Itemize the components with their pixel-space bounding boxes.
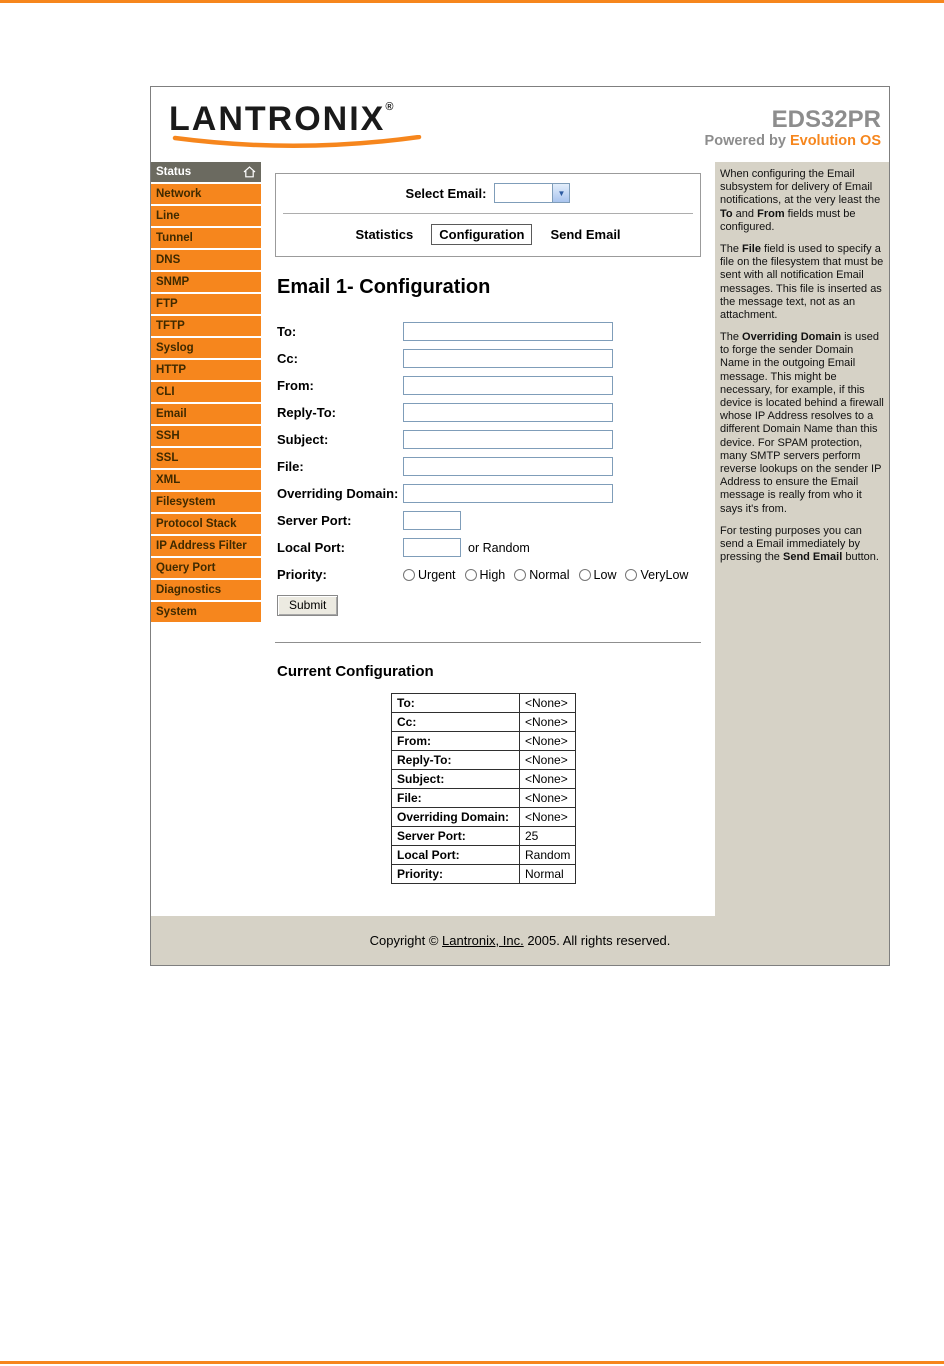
priority-low-radio[interactable] (579, 569, 591, 581)
config-row-label: To: (392, 694, 520, 713)
copyright-suffix: 2005. All rights reserved. (523, 933, 671, 948)
config-row-value: <None> (520, 694, 576, 713)
config-row-value: <None> (520, 770, 576, 789)
powered-by-prefix: Powered by (704, 132, 790, 149)
home-icon (243, 166, 256, 178)
sidebar-item-network[interactable]: Network (151, 184, 261, 204)
server-port-label: Server Port: (277, 513, 352, 528)
config-row-value: 25 (520, 827, 576, 846)
sidebar-item-tunnel[interactable]: Tunnel (151, 228, 261, 248)
config-row-label: File: (392, 789, 520, 808)
radio-label: Urgent (418, 567, 456, 582)
priority-urgent-option[interactable] (403, 568, 456, 582)
from-label: From: (277, 378, 314, 393)
sidebar-item-snmp[interactable]: SNMP (151, 272, 261, 292)
table-row (392, 732, 576, 751)
config-row-value: <None> (520, 808, 576, 827)
priority-verylow-radio[interactable] (625, 569, 637, 581)
form-row-local-port (275, 538, 701, 557)
priority-high-radio[interactable] (465, 569, 477, 581)
sidebar-item-ssl[interactable]: SSL (151, 448, 261, 468)
radio-label: Normal (529, 567, 570, 582)
sidebar-item-filesystem[interactable]: Filesystem (151, 492, 261, 512)
priority-low-option[interactable] (579, 568, 617, 582)
sidebar-item-status[interactable] (151, 162, 261, 182)
config-row-label: Subject: (392, 770, 520, 789)
logo-swoosh (171, 135, 423, 150)
table-row (392, 694, 576, 713)
copyright-prefix: Copyright © (369, 933, 443, 948)
cc-input[interactable] (403, 349, 613, 368)
config-row-value: Random (520, 846, 576, 865)
priority-normal-option[interactable] (514, 568, 569, 582)
file-input[interactable] (403, 457, 613, 476)
chevron-down-icon: ▼ (552, 184, 569, 202)
subject-input[interactable] (403, 430, 613, 449)
tab-send-email[interactable]: Send Email (550, 227, 621, 242)
page-title: Email 1- Configuration (277, 276, 491, 298)
sidebar-item-syslog[interactable]: Syslog (151, 338, 261, 358)
form-row-to (275, 322, 701, 341)
help-panel (715, 162, 889, 916)
config-row-value: <None> (520, 713, 576, 732)
priority-high-option[interactable] (465, 568, 506, 582)
table-row (392, 827, 576, 846)
config-row-label: Reply-To: (392, 751, 520, 770)
select-email-dropdown[interactable] (494, 183, 570, 203)
radio-label: Low (593, 567, 617, 582)
form-row-cc (275, 349, 701, 368)
config-row-value: <None> (520, 732, 576, 751)
sidebar (151, 162, 261, 916)
sidebar-item-query-port[interactable]: Query Port (151, 558, 261, 578)
sidebar-item-protocol-stack[interactable]: Protocol Stack (151, 514, 261, 534)
cc-label: Cc: (277, 351, 298, 366)
to-label: To: (277, 324, 297, 339)
browser-page-frame (150, 86, 890, 966)
sidebar-item-cli[interactable]: CLI (151, 382, 261, 402)
table-row (392, 846, 576, 865)
to-input[interactable] (403, 322, 613, 341)
sidebar-item-ip-address-filter[interactable]: IP Address Filter (151, 536, 261, 556)
priority-radio-group (403, 568, 697, 582)
server-port-input[interactable] (403, 511, 461, 530)
local-port-input[interactable] (403, 538, 461, 557)
registered-trademark: ® (385, 101, 394, 113)
form-row-priority (275, 565, 701, 584)
logo-text: LANTRONIX (169, 100, 386, 138)
config-row-value: <None> (520, 789, 576, 808)
sidebar-item-diagnostics[interactable]: Diagnostics (151, 580, 261, 600)
email-tabs (276, 224, 700, 245)
config-row-label: Priority: (392, 865, 520, 884)
sidebar-item-xml[interactable]: XML (151, 470, 261, 490)
priority-urgent-radio[interactable] (403, 569, 415, 581)
sidebar-item-http[interactable]: HTTP (151, 360, 261, 380)
content-row (151, 162, 889, 916)
page-bottom-rule (0, 1361, 944, 1364)
select-email-value (495, 184, 552, 202)
overriding-domain-input[interactable] (403, 484, 613, 503)
reply-to-input[interactable] (403, 403, 613, 422)
or-random-label: or Random (468, 540, 530, 555)
form-row-subject (275, 430, 701, 449)
form-row-overriding-domain (275, 484, 701, 503)
header (151, 87, 889, 162)
section-divider (275, 642, 701, 643)
form-row-file (275, 457, 701, 476)
help-paragraph: When configuring the Email subsystem for delivery of Email notifications, at the very least the To and From fields must be configured. (720, 168, 884, 233)
tab-statistics[interactable]: Statistics (355, 227, 414, 242)
local-port-label: Local Port: (277, 540, 345, 555)
submit-button[interactable]: Submit (277, 595, 338, 616)
select-email-label: Select Email: (405, 185, 487, 201)
table-row (392, 751, 576, 770)
priority-label: Priority: (277, 567, 327, 582)
config-row-label: Local Port: (392, 846, 520, 865)
tab-configuration[interactable]: Configuration (431, 224, 532, 245)
email-selector-box (275, 173, 701, 257)
reply-to-label: Reply-To: (277, 405, 336, 420)
powered-by (705, 134, 881, 150)
sidebar-item-tftp[interactable]: TFTP (151, 316, 261, 336)
table-row (392, 865, 576, 884)
product-info (705, 99, 881, 149)
config-row-label: From: (392, 732, 520, 751)
priority-verylow-option[interactable] (625, 568, 688, 582)
table-row (392, 789, 576, 808)
sidebar-item-label: Status (156, 166, 192, 178)
sidebar-item-ftp[interactable]: FTP (151, 294, 261, 314)
config-row-label: Cc: (392, 713, 520, 732)
footer (151, 916, 889, 965)
sidebar-item-dns[interactable]: DNS (151, 250, 261, 270)
main-content (261, 162, 715, 916)
from-input[interactable] (403, 376, 613, 395)
form-row-from (275, 376, 701, 395)
radio-label: High (479, 567, 506, 582)
sidebar-item-email[interactable]: Email (151, 404, 261, 424)
table-row (392, 713, 576, 732)
lantronix-link[interactable]: Lantronix, Inc. (442, 933, 524, 948)
config-row-label: Server Port: (392, 827, 520, 846)
form-row-server-port (275, 511, 701, 530)
priority-normal-radio[interactable] (514, 569, 526, 581)
page-top-rule (0, 0, 944, 3)
radio-label: VeryLow (640, 567, 689, 582)
sidebar-item-ssh[interactable]: SSH (151, 426, 261, 446)
config-row-value: <None> (520, 751, 576, 770)
form-row-reply-to (275, 403, 701, 422)
overriding-domain-label: Overriding Domain: (277, 486, 399, 501)
help-paragraph: For testing purposes you can send a Email immediately by pressing the Send Email button. (720, 524, 879, 564)
lantronix-logo (169, 100, 393, 149)
table-row (392, 770, 576, 789)
current-config-table (391, 693, 576, 884)
config-row-value: Normal (520, 865, 576, 884)
config-row-label: Overriding Domain: (392, 808, 520, 827)
select-email-row (276, 183, 700, 203)
sidebar-item-system[interactable]: System (151, 602, 261, 622)
table-row (392, 808, 576, 827)
file-label: File: (277, 459, 304, 474)
subject-label: Subject: (277, 432, 329, 447)
help-paragraph: The File field is used to specify a file on the filesystem that must be sent with all notification Email messages. This file is inserted as the message text, not as an attachment. (720, 242, 887, 321)
sidebar-item-line[interactable]: Line (151, 206, 261, 226)
product-name: EDS32PR (771, 106, 881, 134)
divider (283, 213, 693, 214)
os-name: Evolution OS (789, 132, 881, 149)
help-paragraph: The Overriding Domain is used to forge the sender Domain Name in the outgoing Email message. This might be necessary, for example, if this device is located behind a firewall whose IP Address resolves to a different Domain Name than this device. For SPAM protection, many SMTP servers perform reverse lookups on the sender IP Address to ensure the Email message is really from who it says it's from. (720, 331, 887, 515)
current-configuration-title: Current Configuration (277, 663, 434, 680)
